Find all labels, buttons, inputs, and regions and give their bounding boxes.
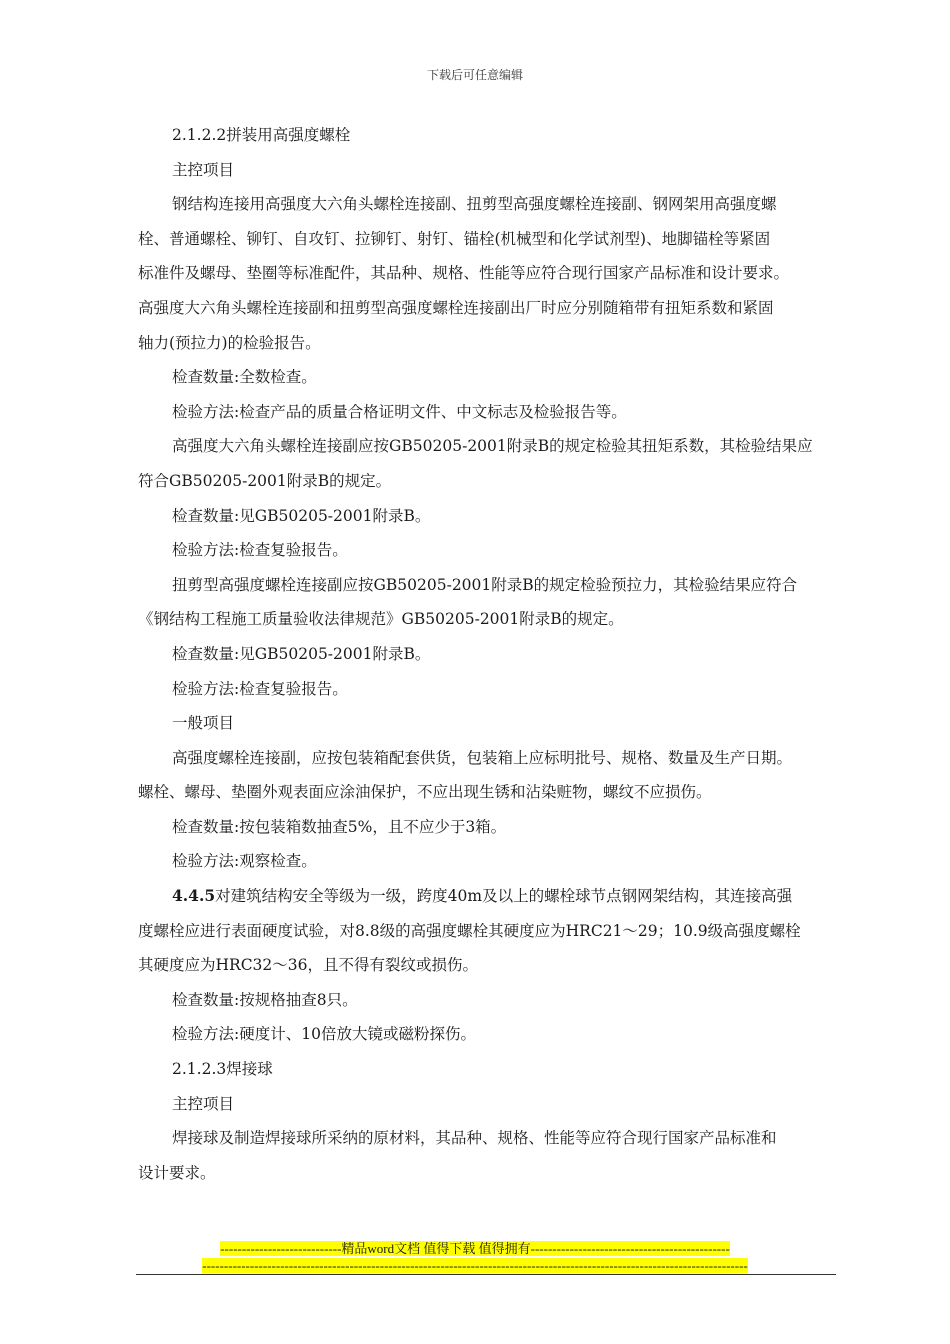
line-text: 检查数量:全数检查。 bbox=[172, 368, 317, 387]
text-line bbox=[138, 741, 840, 776]
text-line bbox=[138, 1087, 840, 1122]
footer-line-2: ------------------------------------------------------------------------------------------------------------------------------ bbox=[202, 1258, 748, 1273]
line-text: 符合GB50205-2001附录B的规定。 bbox=[138, 471, 392, 490]
line-text: 钢结构连接用高强度大六角头螺栓连接副、扭剪型高强度螺栓连接副、钢网架用高强度螺 bbox=[172, 195, 777, 214]
line-text: 检验方法:检查复验报告。 bbox=[172, 679, 348, 698]
text-line bbox=[138, 844, 840, 879]
line-text: 主控项目 bbox=[172, 1094, 235, 1113]
line-text: 检验方法:观察检查。 bbox=[172, 852, 317, 871]
text-line bbox=[138, 533, 840, 568]
text-line bbox=[138, 153, 840, 188]
line-text: 2.1.2.2拼装用高强度螺栓 bbox=[172, 126, 351, 144]
text-line bbox=[138, 914, 840, 949]
text-line bbox=[138, 187, 840, 222]
footer-line-1: ----------------------------精品word文档 值得下载 值得拥有---------------------------------------------- bbox=[220, 1241, 730, 1256]
line-text: 对建筑结构安全等级为一级，跨度40m及以上的螺栓球节点钢网架结构，其连接高强 bbox=[215, 887, 793, 906]
line-text: 《钢结构工程施工质量验收法律规范》GB50205-2001附录B的规定。 bbox=[138, 610, 624, 629]
line-text: 其硬度应为HRC32～36，且不得有裂纹或损伤。 bbox=[138, 956, 478, 975]
line-text: 焊接球及制造焊接球所采纳的原材料，其品种、规格、性能等应符合现行国家产品标准和 bbox=[172, 1129, 777, 1148]
line-text: 主控项目 bbox=[172, 160, 235, 179]
line-text: 扭剪型高强度螺栓连接副应按GB50205-2001附录B的规定检验预拉力，其检验结果应符合 bbox=[172, 575, 798, 594]
text-line bbox=[138, 118, 840, 153]
text-line bbox=[138, 291, 840, 326]
text-line bbox=[138, 1156, 840, 1191]
line-text: 2.1.2.3焊接球 bbox=[172, 1060, 273, 1079]
text-line bbox=[138, 1052, 840, 1087]
text-line bbox=[138, 568, 840, 603]
text-line bbox=[138, 637, 840, 672]
text-line bbox=[138, 775, 840, 810]
text-line bbox=[138, 879, 840, 914]
clause-number: 4.4.5 bbox=[172, 886, 216, 906]
text-line bbox=[138, 672, 840, 707]
text-line bbox=[138, 983, 840, 1018]
text-line bbox=[138, 499, 840, 534]
page-header: 下载后可任意编辑 bbox=[426, 68, 523, 82]
line-text: 轴力(预拉力)的检验报告。 bbox=[138, 333, 321, 352]
line-text: 螺栓、螺母、垫圈外观表面应涂油保护，不应出现生锈和沾染赃物，螺纹不应损伤。 bbox=[138, 783, 712, 802]
line-text: 检查数量:见GB50205-2001附录B。 bbox=[172, 644, 431, 663]
text-line bbox=[138, 222, 840, 257]
text-line bbox=[138, 706, 840, 741]
footer-banner bbox=[0, 1240, 950, 1274]
text-line bbox=[138, 1121, 840, 1156]
text-line bbox=[138, 810, 840, 845]
line-text: 一般项目 bbox=[172, 714, 235, 733]
line-text: 检验方法:检查复验报告。 bbox=[172, 541, 348, 560]
line-text: 检查数量:按包装箱数抽查5%，且不应少于3箱。 bbox=[172, 817, 507, 836]
line-text: 检验方法:检查产品的质量合格证明文件、中文标志及检验报告等。 bbox=[172, 402, 627, 421]
text-line bbox=[138, 326, 840, 361]
line-text: 检查数量:见GB50205-2001附录B。 bbox=[172, 506, 431, 525]
line-text: 检查数量:按规格抽查8只。 bbox=[172, 990, 358, 1009]
line-text: 标准件及螺母、垫圈等标准配件，其品种、规格、性能等应符合现行国家产品标准和设计要求。 bbox=[138, 264, 790, 283]
text-line bbox=[138, 602, 840, 637]
document-body bbox=[138, 118, 840, 1190]
line-text: 检验方法:硬度计、10倍放大镜或磁粉探伤。 bbox=[172, 1025, 476, 1044]
text-line bbox=[138, 1017, 840, 1052]
line-text: 高强度螺栓连接副，应按包装箱配套供货，包装箱上应标明批号、规格、数量及生产日期。 bbox=[172, 748, 793, 767]
line-text: 高强度大六角头螺栓连接副应按GB50205-2001附录B的规定检验其扭矩系数，其检验结果应 bbox=[172, 437, 813, 456]
line-text: 设计要求。 bbox=[138, 1163, 216, 1182]
text-line bbox=[138, 256, 840, 291]
text-line bbox=[138, 464, 840, 499]
line-text: 高强度大六角头螺栓连接副和扭剪型高强度螺栓连接副出厂时应分别随箱带有扭矩系数和紧固 bbox=[138, 298, 774, 317]
line-text: 度螺栓应进行表面硬度试验，对8.8级的高强度螺栓其硬度应为HRC21～29；10.9级高强度螺栓 bbox=[138, 921, 801, 940]
footer-rule bbox=[136, 1274, 836, 1275]
text-line bbox=[138, 948, 840, 983]
text-line bbox=[138, 429, 840, 464]
line-text: 栓、普通螺栓、铆钉、自攻钉、拉铆钉、射钉、锚栓(机械型和化学试剂型)、地脚锚栓等紧固 bbox=[138, 229, 771, 248]
text-line bbox=[138, 395, 840, 430]
text-line bbox=[138, 360, 840, 395]
